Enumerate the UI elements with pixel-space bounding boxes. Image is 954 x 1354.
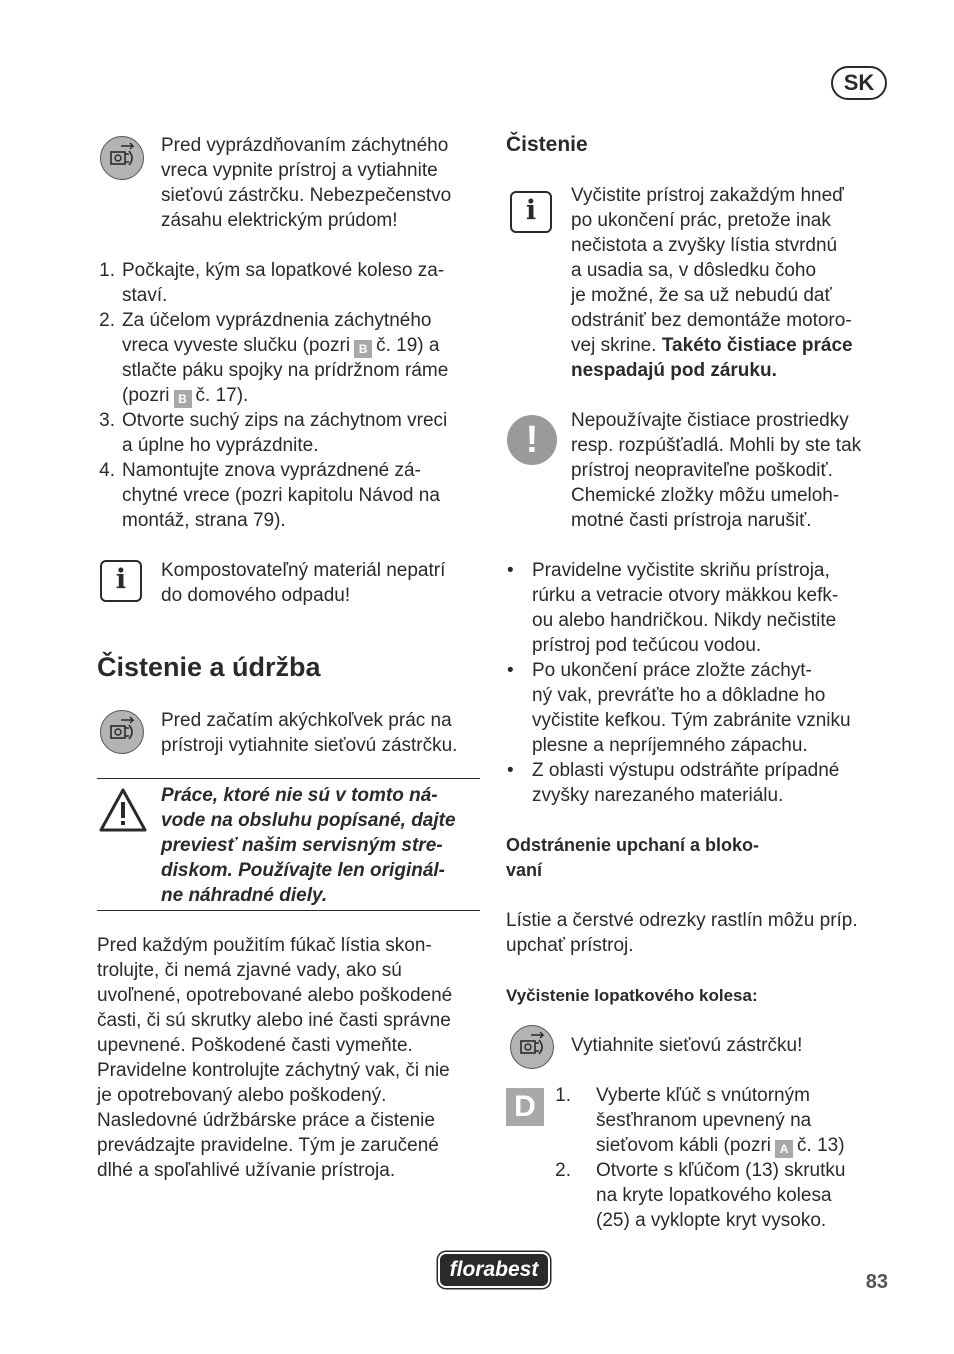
florabest-logo: florabest	[440, 1254, 548, 1286]
divider	[97, 778, 480, 779]
bullet-item: Pravidelne vyčistite skriňu prístroja, rúrku a vetracie otvory mäkkou kefk- ou alebo handričkou. Nikdy nečistite prístroj pod tečúcou vodou.	[532, 560, 839, 656]
wheel-cleaning-heading: Vyčistenie lopatkového kolesa:	[506, 986, 758, 1005]
step-text	[122, 308, 487, 408]
unplug-warning-text: Pred vyprázdňovaním záchytného vreca vypnite prístroj a vytiahnite sieťovú zástrčku. Nebezpečenstvo zásahu elektrickým prúdom!	[161, 135, 452, 231]
step-line: šesťhranom upevnený na	[596, 1110, 812, 1131]
blockage-text: Lístie a čerstvé odrezky rastlín môžu príp. upchať prístroj.	[506, 910, 858, 956]
step-text: Otvorte suchý zips na záchytnom vreci a úplne ho vyprázdnite.	[122, 410, 448, 456]
bullet-item: Po ukončení práce zložte záchyt- ný vak, prevráťte ho a dôkladne ho vyčistite kefkou. Tým zabránite vzniku plesne a nepríjemného zápachu.	[532, 660, 851, 756]
unplug-instruction: Vytiahnite sieťovú zástrčku!	[571, 1035, 803, 1056]
step-number: 2.	[99, 310, 115, 331]
caution-icon: !	[507, 415, 557, 465]
figure-b-badge: B	[354, 340, 372, 358]
info-note-text: Kompostovateľný materiál nepatrí do domového odpadu!	[161, 560, 446, 606]
bullet-dot: •	[507, 760, 514, 781]
blockage-heading: Odstránenie upchaní a bloko- vaní	[506, 835, 760, 880]
divider	[97, 910, 480, 911]
figure-d-badge: D	[506, 1088, 544, 1126]
bullet-dot: •	[507, 560, 514, 581]
figure-b-badge: B	[174, 390, 192, 408]
step-line: sieťovom kábli (pozri A č. 13)	[596, 1135, 845, 1156]
service-warning-text: Práce, ktoré nie sú v tomto ná- vode na obsluhu popísané, dajte previesť našim servisným stre- diskom. Používajte len originál- ne náhradné diely.	[161, 785, 456, 906]
info-icon: i	[100, 560, 142, 602]
warning-triangle-icon	[98, 787, 148, 833]
language-badge: SK	[831, 66, 887, 100]
cleaning-info-text: Vyčistite prístroj zakaždým hneď po ukončení prác, pretože inak nečistota a zvyšky lístia stvrdnú a usadia sa, v dôsledku čoho je možné, že sa už nebudú dať odstrániť bez demontáže motoro- vej skrine. Takéto čistiace práce nespadajú pod záruku.	[571, 185, 853, 381]
step-text	[596, 1083, 896, 1158]
unplug-icon	[100, 710, 144, 754]
bullet-item: Z oblasti výstupu odstráňte prípadné zvyšky narezaného materiálu.	[532, 760, 840, 806]
step-line: (pozri B č. 17).	[122, 385, 249, 406]
step-number: 4.	[99, 460, 115, 481]
unplug-icon	[510, 1025, 554, 1069]
unplug-icon	[100, 136, 144, 180]
maintenance-paragraph: Pred každým použitím fúkač lístia skon- trolujte, či nemá zjavné vady, ako sú uvoľnené, opotrebované alebo poškodené časti, či sú skrutky alebo iné časti správne upevnené. Poškodené časti vymeňte. Pravidelne kontrolujte záchytný vak, či nie je opotrebovaný alebo poškodený. Nasledovné údržbárske práce a čistenie prevádzajte pravidelne. Tým je zaručené dlhé a spoľahlivé užívanie prístroja.	[97, 935, 453, 1181]
step-line: vreca vyveste slučku (pozri B č. 19) a	[122, 335, 440, 356]
info-icon: i	[510, 191, 552, 233]
cleaning-heading: Čistenie	[506, 133, 588, 156]
page-number: 83	[865, 1271, 888, 1293]
step-number: 1.	[99, 260, 115, 281]
step-text: Namontujte znova vyprázdnené zá- chytné vrece (pozri kapitolu Návod na montáž, strana 79).	[122, 460, 440, 531]
step-text: Otvorte s kľúčom (13) skrutku na kryte lopatkového kolesa (25) a vyklopte kryt vysoko.	[596, 1160, 846, 1231]
step-number: 3.	[99, 410, 115, 431]
step-line: Za účelom vyprázdnenia záchytného	[122, 310, 432, 331]
caution-text: Nepoužívajte čistiace prostriedky resp. rozpúšťadlá. Mohli by ste tak prístroj neopraviteľne poškodiť. Chemické zložky môžu umeloh- motné časti prístroja narušiť.	[571, 410, 862, 531]
section-heading: Čistenie a údržba	[97, 652, 321, 682]
step-line: stlačte páku spojky na prídržnom ráme	[122, 360, 449, 381]
bullet-dot: •	[507, 660, 514, 681]
step-number: 1.	[555, 1085, 571, 1106]
step-line: Vyberte kľúč s vnútorným	[596, 1085, 810, 1106]
step-text: Počkajte, kým sa lopatkové koleso za- staví.	[122, 260, 445, 306]
figure-a-badge: A	[775, 1140, 793, 1158]
unplug-note-text: Pred začatím akýchkoľvek prác na prístroji vytiahnite sieťovú zástrčku.	[161, 710, 458, 756]
step-number: 2.	[555, 1160, 571, 1181]
